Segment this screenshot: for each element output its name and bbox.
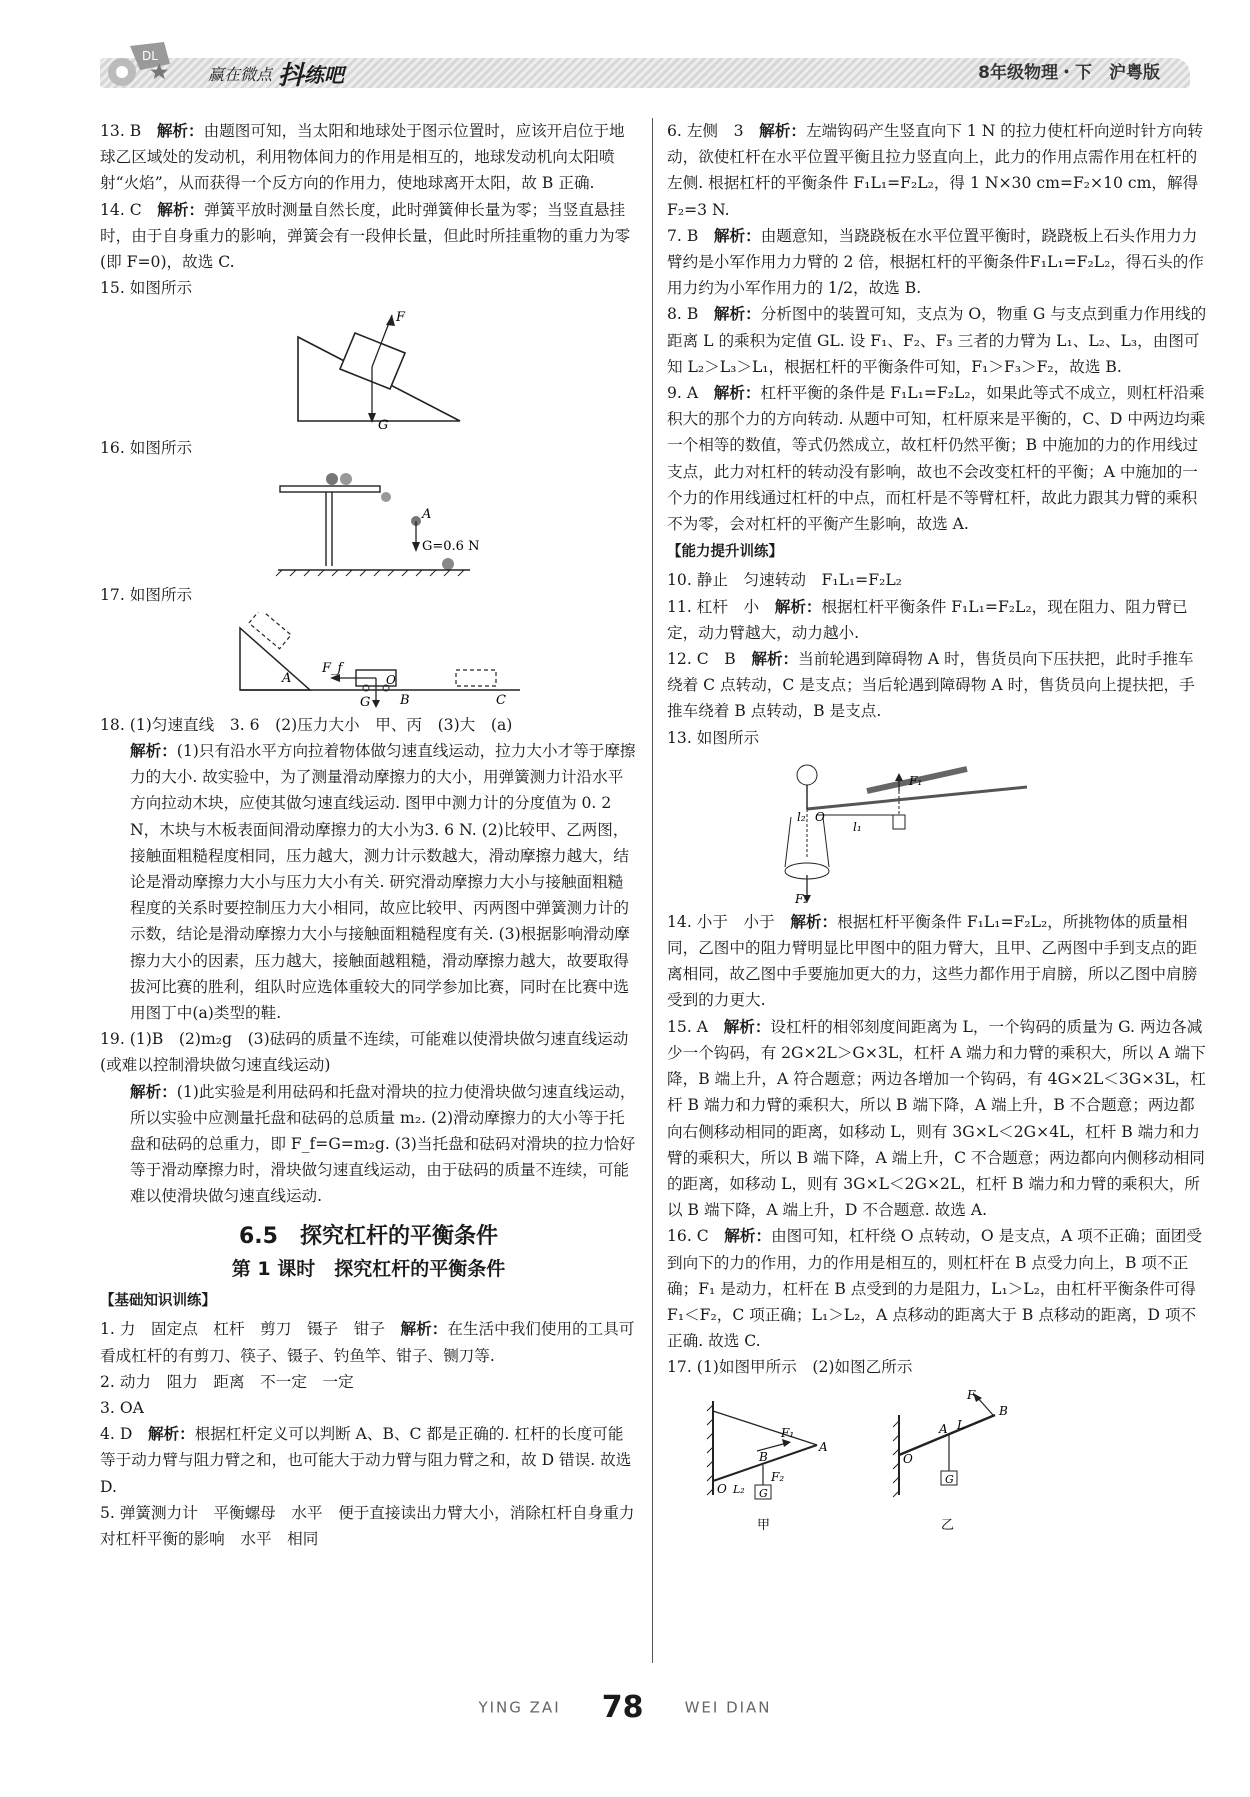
basic-training-heading: 【基础知识训练】: [100, 1293, 216, 1310]
fig13-l2-label: l₂: [797, 809, 806, 824]
header-brand: [208, 58, 345, 91]
basic-1: 1. 力 固定点 杠杆 剪刀 镊子 钳子 解析：在生活中我们使用的工具可看成杠杆的有剪刀、筷子、镊子、钓鱼竿、钳子、铡刀等.: [100, 1319, 635, 1365]
fig17a-G-label: G: [759, 1486, 768, 1500]
fig16-G-label: G=0.6 N: [422, 538, 480, 554]
fig15-F-label: F: [396, 310, 406, 326]
answer-r6: 6. 左侧 3 解析：左端钩码产生竖直向下 1 N 的拉力使杠杆向逆时针方向转动，欲使杠杆在水平位置平衡且拉力竖直向上，此力的作用点需作用在杠杆的左侧. 根据杠杆的平衡条件 F₁L₁=F₂L₂，得 1 N×30 cm=F₂×10 cm，解得 F₂=3 N.: [667, 121, 1204, 219]
fig13-O-label: O: [815, 809, 825, 824]
fig17a-F1-label: F₁: [781, 1425, 795, 1440]
answer-19: 19. (1)B (2)m₂g (3)砝码的质量不连续，可能难以使滑块做匀速直线运动(或难以控制滑块做匀速直线运动): [100, 1030, 629, 1075]
right-column: [667, 118, 1207, 1539]
page-footer: [0, 1690, 1250, 1725]
answer-14: 14. C 解析：弹簧平放时测量自然长度，此时弹簧伸长量为零；当竖直悬挂时，由于自身重力的影响，弹簧会有一段伸长量，但此时所挂重物的重力为零(即 F=0)，故选 C.: [100, 199, 631, 272]
header-subject: 8年级物理・下 沪粤版: [978, 63, 1160, 83]
fig17b-F-label: F: [967, 1387, 976, 1402]
answer-15: 15. 如图所示: [100, 279, 193, 298]
answer-r16: 16. C 解析：由图可知，杠杆绕 O 点转动，O 是支点，A 项不正确；面团受到向下的力的作用，力的作用是相互的，则杠杆在 B 点受力向上，B 项不正确；F₁ 是动力，杠杆在 B 点受到的力是阻力，L₁＞L₂，由杠杆平衡条件可得 F₁＜F₂，C 项正确；L₁＞L₂，A 点移动的距离大于 B 点移动的距离，D 项不正确. 故选 C.: [667, 1226, 1202, 1351]
answer-19-explain: 解析：(1)此实验是利用砝码和托盘对滑块的拉力使滑块做匀速直线运动，所以实验中应测量托盘和砝码的总质量 m₂. (2)滑动摩擦力的大小等于托盘和砝码的总重力，即 F_f=G=m₂g. (3)当托盘和砝码对滑块的拉力恰好等于滑动摩擦力时，滑块做匀速直线运动，由于砝码的质量不连续，可能难以使滑块做匀速直线运动.: [130, 1081, 636, 1206]
answer-17: 17. 如图所示: [100, 585, 193, 604]
figure-17-jia-yi: [667, 1385, 1207, 1535]
answer-r14: 14. 小于 小于 解析：根据杠杆平衡条件 F₁L₁=F₂L₂，所挑物体的质量相同，乙图中的阻力臂明显比甲图中的阻力臂大，且甲、乙两图中手到支点的距离相同，故乙图中手要施加更大的力，这些力都作用于肩膀，所以乙图中肩膀受到的力更大.: [667, 911, 1198, 1010]
fig17a-B-label: B: [759, 1449, 768, 1464]
figure-13-lever: [667, 755, 1207, 905]
fig16-A-label: A: [422, 506, 432, 522]
fig17a-O-label: O: [717, 1481, 727, 1496]
lesson-title: 第 1 课时 探究杠杆的平衡条件: [231, 1257, 506, 1280]
answer-r12: 12. C B 解析：当前轮遇到障碍物 A 时，售货员向下压扶把，此时手推车绕着 C 点转动，C 是支点；当后轮遇到障碍物 A 时，售货员向上提扶把，手推车绕着 B 点转动，B 是支点.: [667, 649, 1195, 721]
fig17b-A-label: A: [939, 1421, 948, 1436]
figure-16-ball: [100, 466, 637, 578]
fig17b-G-label: G: [945, 1472, 954, 1486]
fig17b-O-label: O: [903, 1451, 913, 1466]
figure-15-incline: [100, 305, 637, 431]
fig17b-L-label: L: [957, 1417, 965, 1432]
answer-r15: 15. A 解析：设杠杆的相邻刻度间距离为 L，一个钩码的质量为 G. 两边各减少一个钩码，有 2G×2L＞G×3L，杠杆 A 端力和力臂的乘积大，所以 A 端下降，B 端上升，A 符合题意；两边各增加一个钩码，有 4G×2L＜3G×3L，杠杆 B 端力和力臂的乘积大，所以 B 端下降，A 端上升，B 不合题意；两边都向右侧移动相同的距离，如移动 L，则有 3G×L＜2G×4L，杠杆 B 端力和力臂的乘积大，所以 B 端下降，A 端上升，C 不合题意；两边都向内侧移动相同的距离，如移动 L，则有 3G×L＜2G×2L，杠杆 B 端力和力臂的乘积大，所以 B 端下降，A 端上升，D 不合题意. 故选 A.: [667, 1016, 1206, 1220]
answer-16: 16. 如图所示: [100, 439, 193, 458]
fig17-A-label: A: [282, 670, 292, 686]
advanced-training-heading: 【能力提升训练】: [667, 544, 783, 561]
brand-small: 赢在微点: [208, 64, 273, 84]
fig17-O-label: O: [386, 672, 396, 687]
brand-big: 抖: [278, 60, 305, 91]
answer-r13: 13. 如图所示: [667, 728, 760, 747]
answer-r10: 10. 静止 匀速转动 F₁L₁=F₂L₂: [667, 571, 902, 590]
answer-18: 18. (1)匀速直线 3. 6 (2)压力大小 甲、丙 (3)大 (a): [100, 715, 513, 734]
basic-3: 3. OA: [100, 1398, 144, 1417]
left-column: [100, 118, 637, 1552]
fig17b-caption: 乙: [941, 1517, 955, 1533]
fig17b-B-label: B: [999, 1403, 1008, 1418]
answer-r9: 9. A 解析：杠杆平衡的条件是 F₁L₁=F₂L₂，如果此等式不成立，则杠杆沿乘积大的那个力的方向转动. 从题中可知，杠杆原来是平衡的，C、D 中两边均乘一个相等的数值，等式仍然成立，故杠杆仍然平衡；B 中施加的力的作用线过支点，此力对杠杆的转动没有影响，故也不会改变杠杆的平衡；A 中施加的一个力的作用线通过杠杆的中点，而杠杆是不等臂杠杆，故此力跟其力臂的乘积不为零，会对杠杆的平衡产生影响，故选 A.: [667, 383, 1206, 534]
answer-r17: 17. (1)如图甲所示 (2)如图乙所示: [667, 1358, 913, 1377]
fig15-G-label: G: [378, 418, 389, 432]
answer-18-explain: 解析：(1)只有沿水平方向拉着物体做匀速直线运动，拉力大小才等于摩擦力的大小. 故实验中，为了测量滑动摩擦力的大小，用弹簧测力计沿水平方向拉动木块，应使其做匀速直线运动. 图甲中测力计的分度值为 0. 2 N，木块与木板表面间滑动摩擦力的大小为3. 6 N. (2)比较甲、乙两图，接触面粗糙程度相同，压力越大，测力计示数越大，滑动摩擦力越大，结论是滑动摩擦力大小与压力大小有关. 研究滑动摩擦力大小与接触面粗糙程度的关系时要控制压力大小相同，故应比较甲、丙两图中弹簧测力计的示数，结论是滑动摩擦力大小与接触面粗糙程度有关. (3)根据影响滑动摩擦力大小的因素，压力越大，接触面越粗糙，滑动摩擦力越大，故要取得拔河比赛的胜利，组队时应选体重较大的同学参加比赛，同时在比赛中选用图丁中(a)类型的鞋.: [130, 741, 636, 1023]
fig17a-caption: 甲: [757, 1517, 771, 1533]
logo-icon: [100, 36, 180, 92]
answer-r7: 7. B 解析：由题意知，当跷跷板在水平位置平衡时，跷跷板上石头作用力力臂约是小军作用力力臂的 2 倍，根据杠杆的平衡条件F₁L₁=F₂L₂，得石头的作用力约为小军作用力的 1/2，故选 B.: [667, 225, 1204, 298]
column-divider: [652, 118, 653, 1663]
fig13-l1-label: l₁: [853, 819, 862, 834]
basic-4: 4. D 解析：根据杠杆定义可以判断 A、B、C 都是正确的. 杠杆的长度可能等于动力臂与阻力臂之和，也可能大于动力臂与阻力臂之和，故 D 错误. 故选 D.: [100, 1424, 632, 1496]
fig17a-F2-label: F₂: [771, 1469, 785, 1484]
logo-text: DL: [142, 49, 158, 63]
answer-r8: 8. B 解析：分析图中的装置可知，支点为 O，物重 G 与支点到重力作用线的距离 L 的乘积为定值 GL. 设 F₁、F₂、F₃ 三者的力臂为 L₁、L₂、L₃，由图可知 L₂＞L₃＞L₁，根据杠杆的平衡条件可知，F₁＞F₃＞F₂，故选 B.: [667, 304, 1207, 376]
fig17-C-label: C: [496, 692, 506, 708]
answer-13: 13. B 解析：由题图可知，当太阳和地球处于图示位置时，应该开启位于地球乙区域处的发动机，利用物体间力的作用是相互的，地球发动机向太阳喷射“火焰”，从而获得一个反方向的作用力，使地球离开太阳，故 B 正确.: [100, 121, 625, 193]
answer-r11: 11. 杠杆 小 解析：根据杠杆平衡条件 F₁L₁=F₂L₂，现在阻力、阻力臂已定，动力臂越大，动力越小.: [667, 596, 1188, 642]
fig17-B-label: B: [400, 692, 410, 708]
fig17-G-label: G: [360, 694, 371, 708]
brand-mid: 练吧: [304, 62, 345, 87]
basic-2: 2. 动力 阻力 距离 不一定 一定: [100, 1372, 354, 1391]
footer-left: YING ZAI: [478, 1698, 561, 1717]
figure-17-block: [100, 612, 637, 708]
fig13-F1-label: F₁: [909, 773, 923, 788]
basic-5: 5. 弹簧测力计 平衡螺母 水平 便于直接读出力臂大小，消除杠杆自身重力对杠杆平衡的影响 水平 相同: [100, 1503, 635, 1548]
footer-right: WEI DIAN: [684, 1698, 772, 1717]
fig17a-A-label: A: [819, 1439, 828, 1454]
section-title: 6.5 探究杠杆的平衡条件: [239, 1223, 498, 1249]
fig17a-L2-label: L₂: [733, 1482, 745, 1496]
fig13-F2-label: F₂: [795, 891, 809, 905]
page-number: 78: [601, 1690, 644, 1725]
fig17-Ff-label: F_f: [322, 660, 343, 676]
